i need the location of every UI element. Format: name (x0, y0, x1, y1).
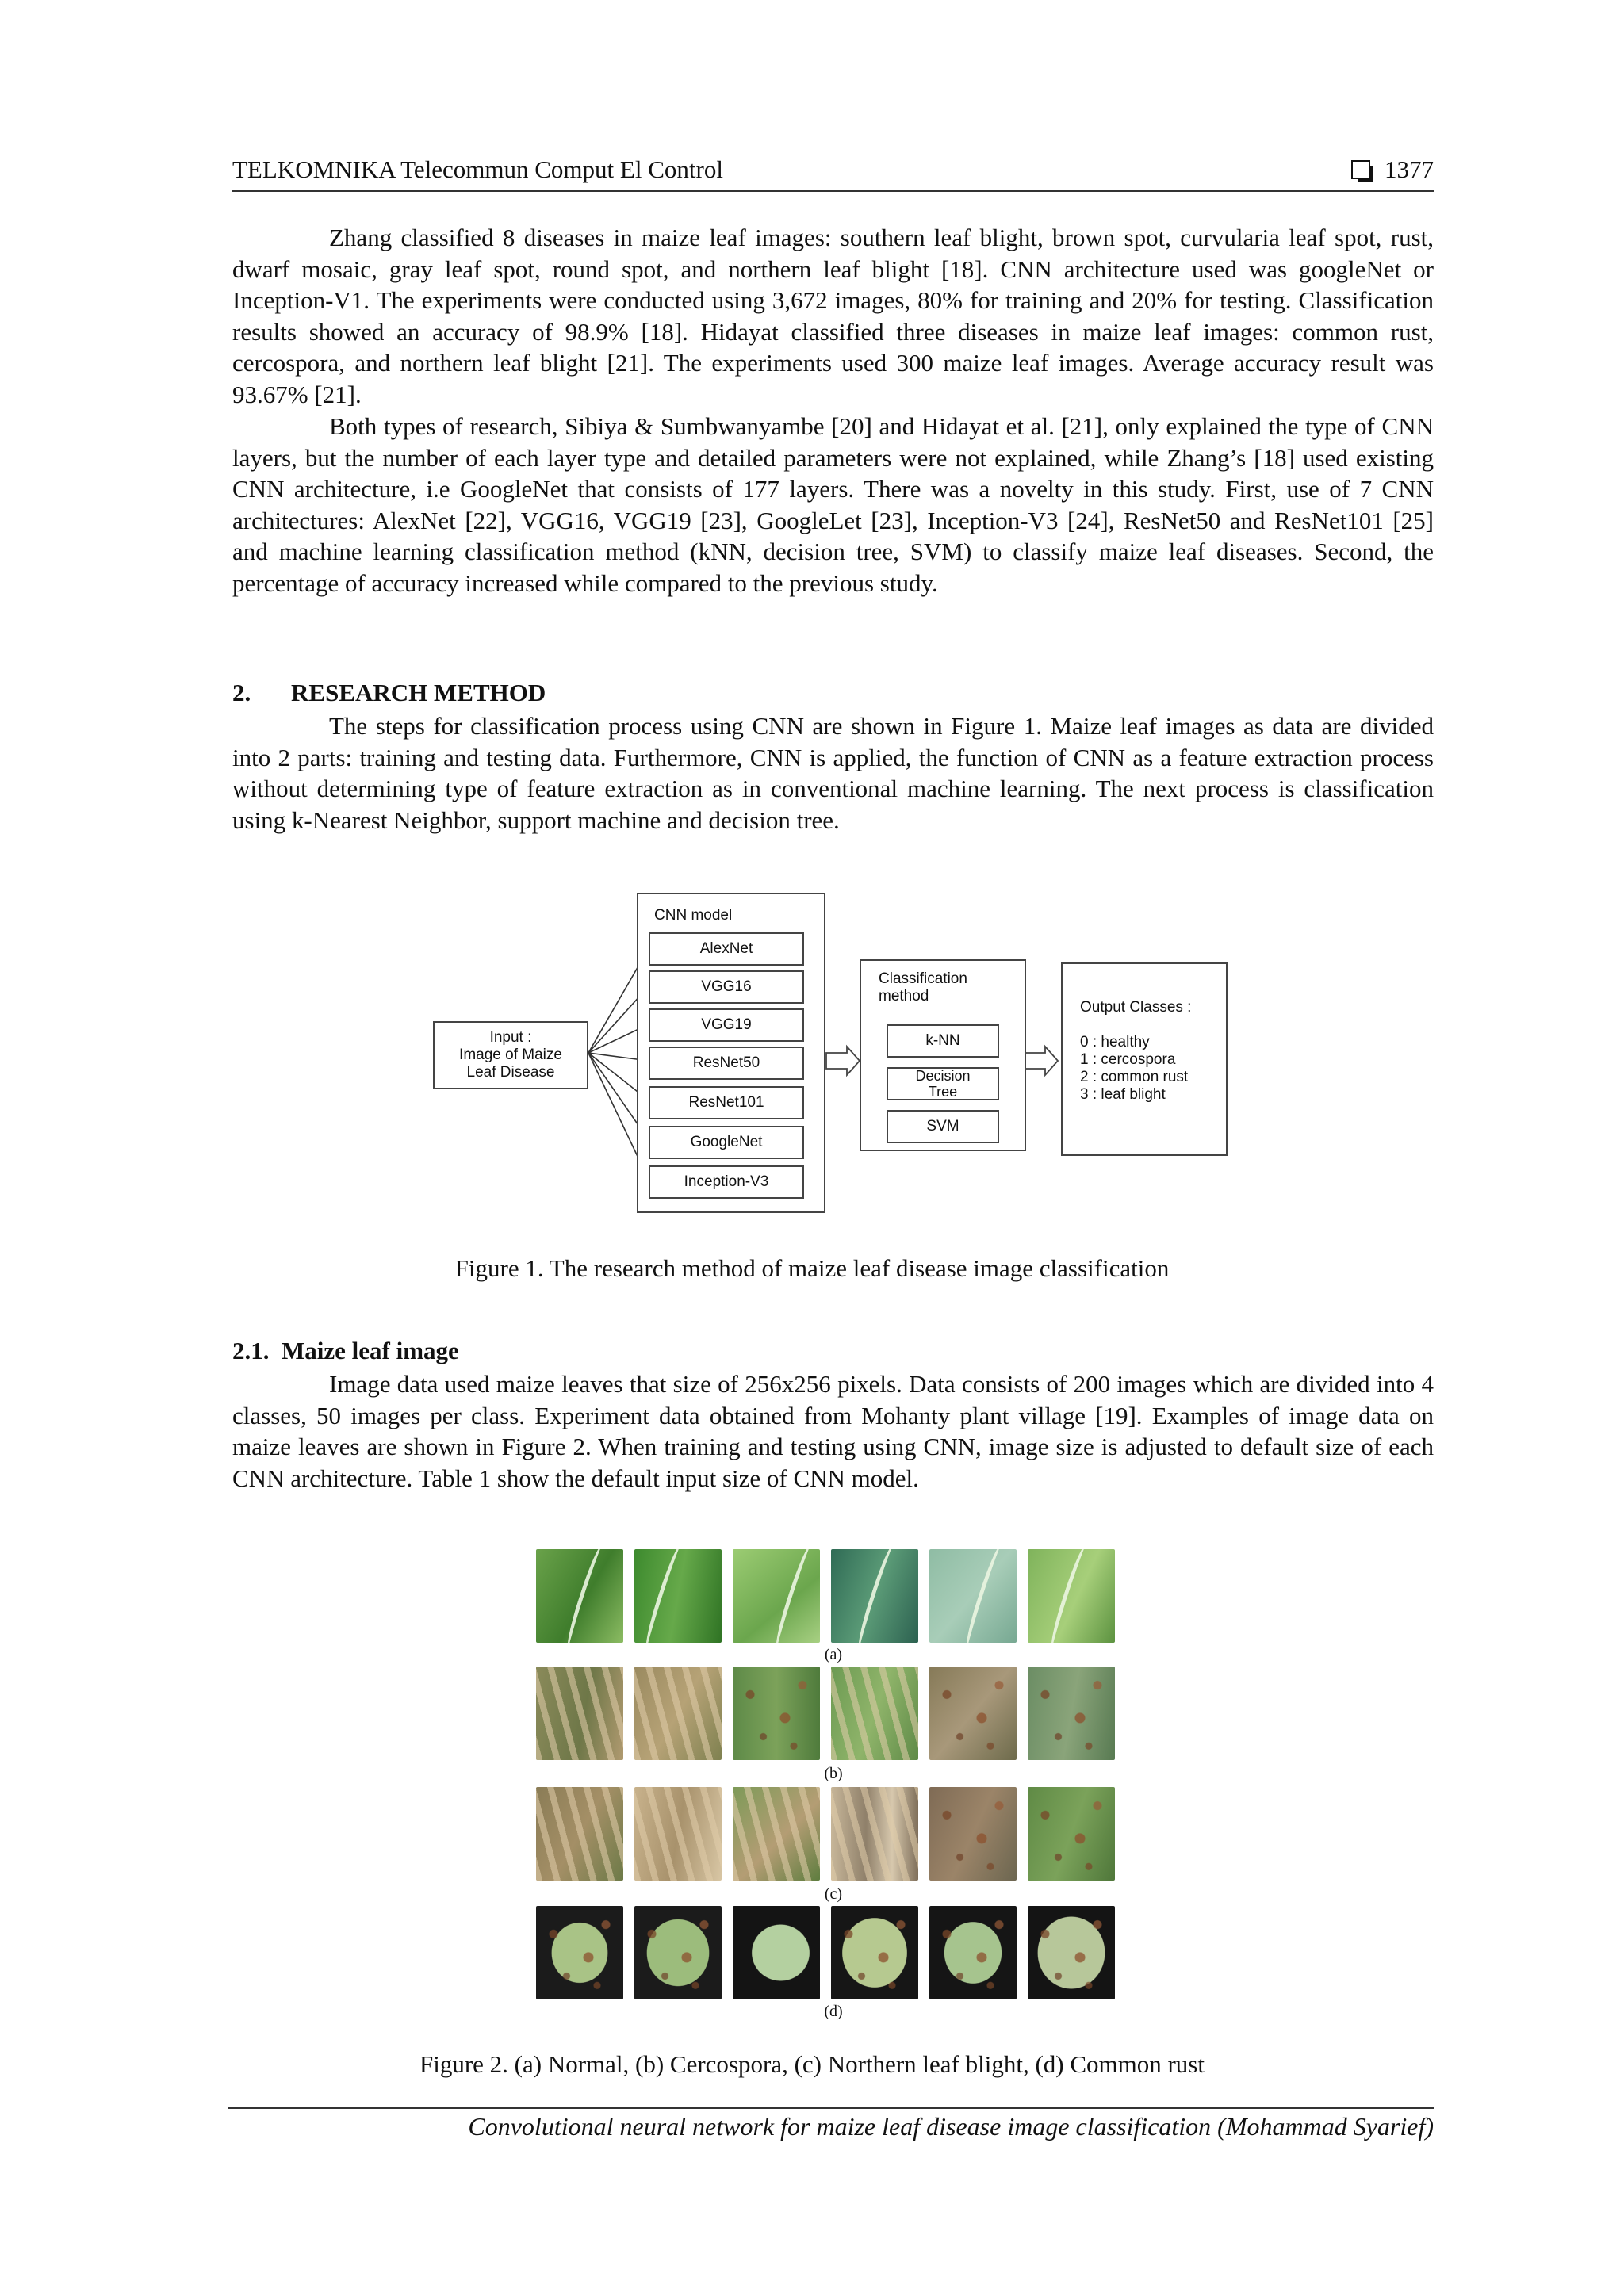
box-icon (1351, 160, 1370, 179)
leaf-image-normal (634, 1549, 722, 1643)
leaf-image-leaf-blight (634, 1787, 722, 1881)
paragraph-novelty: Both types of research, Sibiya & Sumbwanyambe [20] and Hidayat et al. [21], only explained the type of CNN layers, but the number of each layer type and detailed parameters were not explained, while Zhang’s [18] used existing CNN architecture, i.e GoogleNet that consists of 177 layers. There was a novelty in this study. First, use of 7 CNN architectures: AlexNet [22], VGG16, VGG19 [23], GoogleLet [23], Inception-V3 [24], ResNet50 and ResNet101 [25] and machine learning classification method (kNN, decision tree, SVM) to classify maize leaf diseases. Second, the percentage of accuracy increased while compared to the previous study. (232, 412, 1434, 597)
row-label-b: (b) (824, 1765, 843, 1782)
leaf-image-common-rust (1028, 1906, 1115, 1999)
leaf-image-normal (831, 1549, 918, 1643)
leaf-image-common-rust (634, 1906, 722, 1999)
section-number: 2. (232, 679, 251, 706)
leaf-image-cercospora (634, 1667, 722, 1760)
class-item: 1 : cercospora (1080, 1051, 1176, 1068)
row-label-c: (c) (824, 1885, 843, 1903)
paragraph-maize-data: Image data used maize leaves that size of 256x256 pixels. Data consists of 200 images which are divided into 4 classes, 50 images per class. Experiment data obtained from Mohanty plant village [19]. Examples of image data on maize leaves are shown in Figure 2. When training and testing using CNN, image size is adjusted to default size of each CNN architecture. Table 1 show the default input size of CNN model. (232, 1370, 1434, 1492)
row-label-a: (a) (824, 1646, 843, 1663)
classification-method-title: Classification method (879, 970, 967, 1004)
section-title: RESEARCH METHOD (291, 679, 546, 706)
subsection-title: Maize leaf image (282, 1337, 459, 1364)
leaf-image-cercospora (536, 1667, 623, 1760)
leaf-image-common-rust (929, 1906, 1017, 1999)
figure-1-caption: Figure 1. The research method of maize leaf disease image classification (454, 1254, 1170, 1282)
method-svm: SVM (887, 1110, 999, 1143)
output-classes-title: Output Classes : (1080, 999, 1192, 1016)
class-item: 0 : healthy (1080, 1034, 1150, 1050)
leaf-image-leaf-blight (831, 1787, 918, 1881)
leaf-image-normal (929, 1549, 1017, 1643)
figure-2-image-grid (536, 1546, 1131, 2020)
model-vgg19: VGG19 (649, 1008, 804, 1042)
model-vgg16: VGG16 (649, 970, 804, 1004)
paragraph-zhang: Zhang classified 8 diseases in maize leaf images: southern leaf blight, brown spot, curvularia leaf spot, rust, dwarf mosaic, gray leaf spot, round spot, and northern leaf blight [18]. CNN architecture used was googleNet or Inception-V1. The experiments were conducted using 3,672 images, 80% for training and 20% for testing. Classification results showed an accuracy of 98.9% [18]. Hidayat classified three diseases in maize leaf images: common rust, cercospora, and northern leaf blight [21]. The experiments used 300 maize leaf images. Average accuracy result was 93.67% [21]. (232, 224, 1434, 408)
method-decision-tree: Decision Tree (887, 1067, 999, 1100)
method-knn: k-NN (887, 1024, 999, 1058)
model-googlenet: GoogleNet (649, 1126, 804, 1159)
subsection-number: 2.1. (232, 1337, 270, 1364)
cnn-model-title: CNN model (654, 907, 733, 924)
row-label-d: (d) (824, 2003, 843, 2020)
leaf-image-leaf-blight (733, 1787, 820, 1881)
leaf-image-common-rust (536, 1906, 623, 1999)
class-item: 2 : common rust (1080, 1069, 1189, 1085)
output-classes-list (1080, 1034, 1188, 1104)
page-number: 1377 (1385, 155, 1434, 183)
subsection-heading (232, 1337, 459, 1365)
running-header (232, 155, 1434, 192)
journal-title: TELKOMNIKA Telecommun Comput El Control (232, 155, 723, 183)
model-resnet101: ResNet101 (649, 1086, 804, 1119)
footer-rule (228, 2107, 1434, 2109)
model-resnet50: ResNet50 (649, 1047, 804, 1080)
figure-2-caption: Figure 2. (a) Normal, (b) Cercospora, (c) Northern leaf blight, (d) Common rust (419, 2050, 1205, 2078)
leaf-image-leaf-blight (929, 1787, 1017, 1881)
running-footer: Convolutional neural network for maize leaf disease image classification (Mohammad Syarief) (468, 2112, 1434, 2141)
leaf-image-normal (536, 1549, 623, 1643)
page-number-area (1351, 155, 1434, 184)
section-heading (232, 679, 546, 707)
paragraph-method: The steps for classification process using CNN are shown in Figure 1. Maize leaf images as data are divided into 2 parts: training and testing data. Furthermore, CNN is applied, the function of CNN as a feature extraction process without determining type of feature extraction as in conventional machine learning. The next process is classification using k-Nearest Neighbor, support machine and decision tree. (232, 712, 1434, 834)
leaf-image-normal (1028, 1549, 1115, 1643)
leaf-image-leaf-blight (1028, 1787, 1115, 1881)
leaf-image-cercospora (733, 1667, 820, 1760)
figure-1-diagram (428, 888, 1237, 1221)
leaf-image-cercospora (929, 1667, 1017, 1760)
leaf-image-common-rust (733, 1906, 820, 1999)
model-inception-v3: Inception-V3 (649, 1165, 804, 1199)
input-box: Input : Image of Maize Leaf Disease (433, 1021, 588, 1089)
model-alexnet: AlexNet (649, 932, 804, 966)
class-item: 3 : leaf blight (1080, 1086, 1166, 1103)
leaf-image-leaf-blight (536, 1787, 623, 1881)
leaf-image-normal (733, 1549, 820, 1643)
leaf-image-common-rust (831, 1906, 918, 1999)
leaf-image-cercospora (831, 1667, 918, 1760)
leaf-image-cercospora (1028, 1667, 1115, 1760)
